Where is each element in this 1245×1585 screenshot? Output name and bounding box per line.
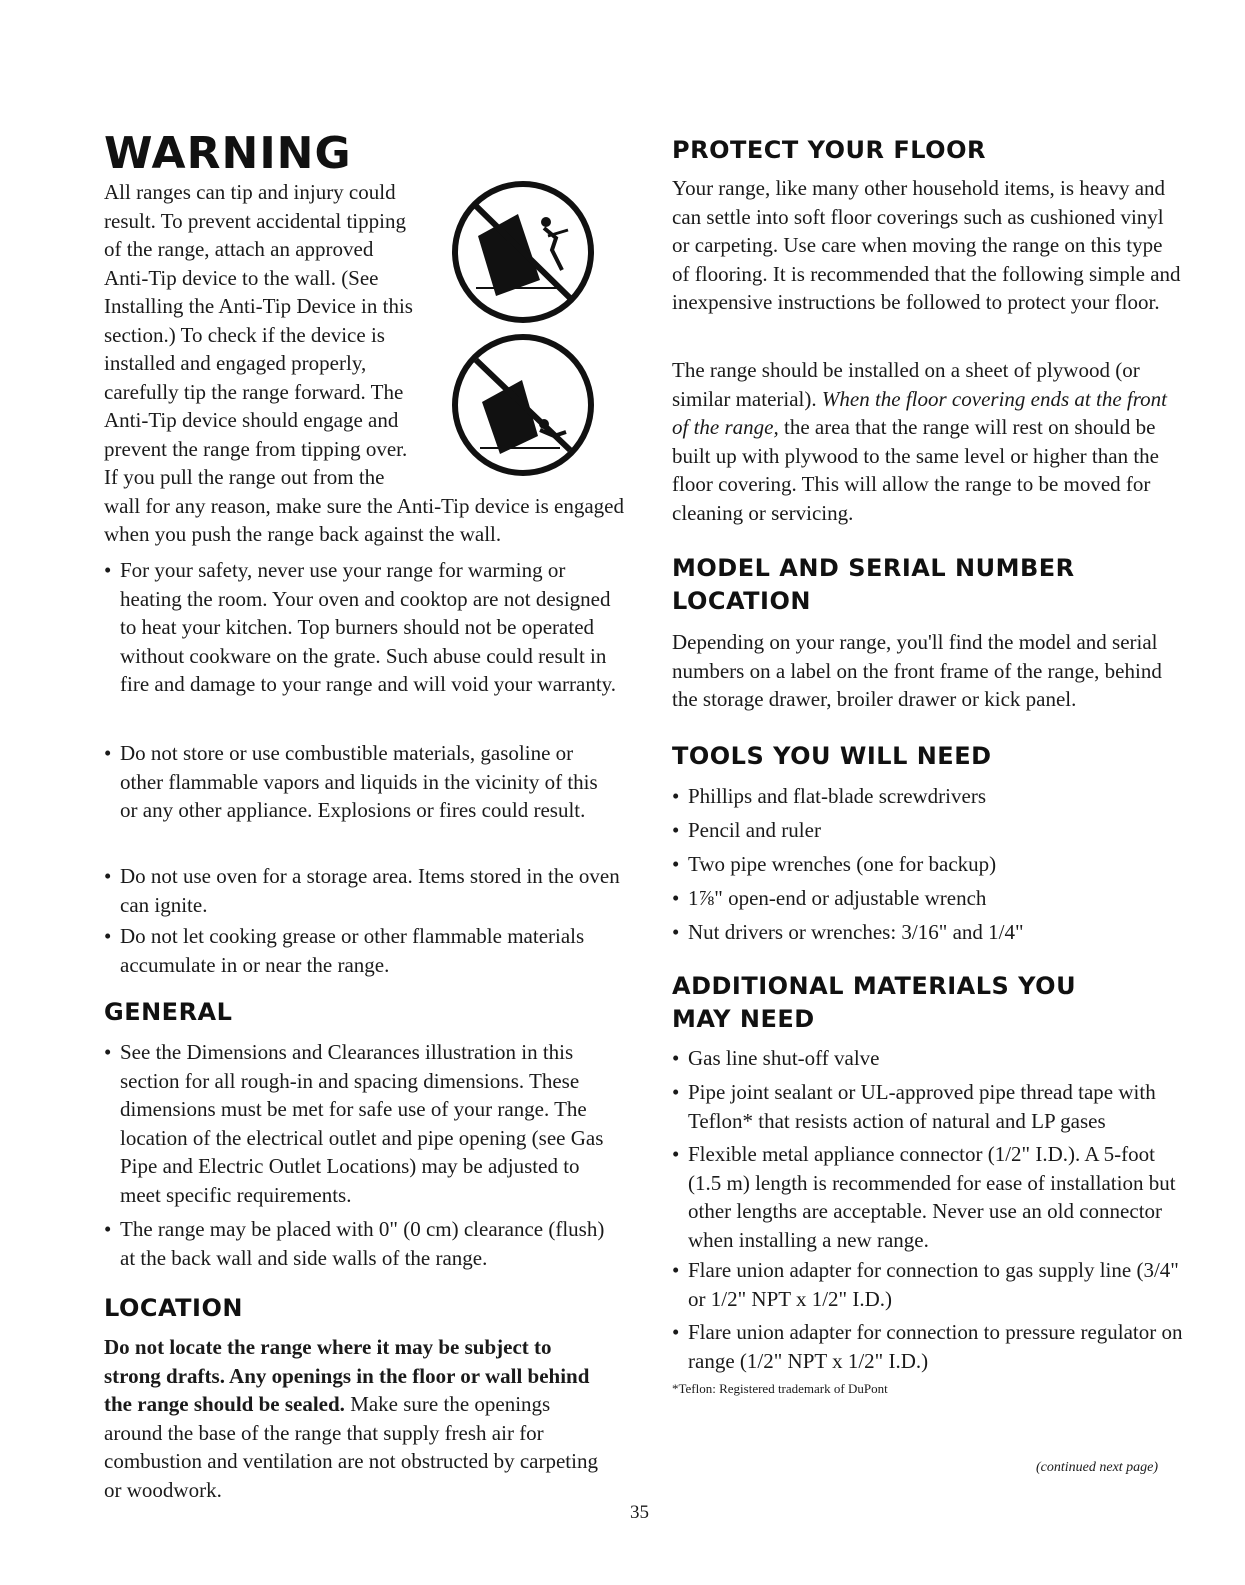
tools-bullet: • Nut drivers or wrenches: 3/16" and 1/4" xyxy=(672,918,1188,947)
protect-p2-end: the area that the range will rest on should be built up with plywood to the same level or higher than the floor covering. This will allow the range to be moved for cleaning or servicing. xyxy=(672,415,1159,525)
warning-line: result. To prevent accidental tipping xyxy=(104,208,406,233)
warning-line: All ranges can tip and injury could xyxy=(104,180,396,204)
materials-bullet: • Pipe joint sealant or UL-approved pipe thread tape with Teflon* that resists action of natural and LP gases xyxy=(672,1078,1193,1135)
warning-bullet: • Do not let cooking grease or other flammable materials accumulate in or near the range. xyxy=(104,922,620,979)
materials-heading-line-1: ADDITIONAL MATERIALS YOU xyxy=(672,972,1077,1000)
warning-line: of the range, attach an approved xyxy=(104,237,374,261)
materials-bullet: • Flare union adapter for connection to pressure regulator on range (1/2" NPT x 1/2" I.D.) xyxy=(672,1318,1193,1375)
continued-next-page: (continued next page) xyxy=(1036,1460,1159,1475)
general-bullet: • The range may be placed with 0" (0 cm) clearance (flush) at the back wall and side walls of the range. xyxy=(104,1215,620,1272)
general-bullet: • See the Dimensions and Clearances illustration in this section for all rough-in and spacing dimensions. These dimensions must be met for safe use of your range. The location of the electrical outlet and pipe opening (see Gas Pipe and Electric Outlet Locations) may be adjusted to meet specific requirements. xyxy=(104,1038,620,1209)
warning-line: section.) To check if the device is xyxy=(104,322,385,347)
protect-floor-paragraph-1: Your range, like many other household items, is heavy and can settle into soft floor coverings such as cushioned vinyl or carpeting. Use care when moving the range on this type of flooring. It is recommended that the following simple and inexpensive instructions be followed to protect your floor. xyxy=(672,176,1181,314)
warning-line: prevent the range from tipping over. xyxy=(104,436,408,461)
page-number: 35 xyxy=(630,1502,649,1523)
tools-bullet: • Two pipe wrenches (one for backup) xyxy=(672,850,1188,879)
protect-floor-paragraph-2 xyxy=(672,356,1184,527)
protect-p2-italic: When the floor covering ends at the front of the range, xyxy=(672,386,1167,439)
protect-p2-start: The range should be installed on a sheet of plywood (or similar material). xyxy=(672,358,1140,411)
no-tipping-range-icon xyxy=(448,178,598,326)
location-heading: LOCATION xyxy=(104,1294,243,1322)
model-serial-heading-line-2: LOCATION xyxy=(672,587,811,615)
warning-line: Installing the Anti-Tip Device in this xyxy=(104,294,413,318)
location-text xyxy=(104,1333,609,1504)
materials-heading-line-2: MAY NEED xyxy=(672,1005,815,1033)
warning-bullet: • For your safety, never use your range for warming or heating the room. Your oven and cooktop are not designed to heat your kitchen. Top burners should not be operated without cookware on the grate. Such abuse could result in fire and damage to your range and will void your warranty. xyxy=(104,556,620,699)
teflon-footnote: *Teflon: Registered trademark of DuPont xyxy=(672,1381,888,1396)
warning-line: Anti-Tip device to the wall. (See xyxy=(104,265,379,290)
materials-bullet: • Flare union adapter for connection to gas supply line (3/4" or 1/2" NPT x 1/2" I.D.) xyxy=(672,1256,1193,1313)
tools-heading: TOOLS YOU WILL NEED xyxy=(672,742,992,770)
warning-line: Anti-Tip device should engage and xyxy=(104,408,399,432)
materials-bullet: • Flexible metal appliance connector (1/2" I.D.). A 5-foot (1.5 m) length is recommended for ease of installation but other lengths are acceptable. Never use an old connector when installing a new range. xyxy=(672,1140,1193,1254)
warning-line: installed and engaged properly, xyxy=(104,351,367,375)
materials-bullet: • Gas line shut-off valve xyxy=(672,1044,1193,1073)
no-tipping-child-icon xyxy=(448,332,598,478)
protect-floor-heading: PROTECT YOUR FLOOR xyxy=(672,136,986,164)
general-heading: GENERAL xyxy=(104,998,233,1026)
tools-bullet: • Phillips and flat-blade screwdrivers xyxy=(672,782,1188,811)
model-serial-text: Depending on your range, you'll find the model and serial numbers on a label on the front frame of the range, behind the storage drawer, broiler drawer or kick panel. xyxy=(672,630,1162,711)
model-serial-heading-line-1: MODEL AND SERIAL NUMBER xyxy=(672,554,1075,582)
warning-bullet: • Do not use oven for a storage area. Items stored in the oven can ignite. xyxy=(104,862,620,919)
tools-bullet: • 1⅞" open-end or adjustable wrench xyxy=(672,884,1188,913)
warning-heading: WARNING xyxy=(104,128,352,179)
warning-line: carefully tip the range forward. The xyxy=(104,379,404,404)
warning-bullet: • Do not store or use combustible materials, gasoline or other flammable vapors and liquids in the vicinity of this or any other appliance. Explosions or fires could result. xyxy=(104,739,620,825)
location-plain-text: Make sure the openings around the base of the range that supply fresh air for combustion and ventilation are not obstructed by carpeting or woodwork. xyxy=(104,1392,598,1502)
location-bold-text: Do not locate the range where it may be subject to strong drafts. Any openings in the floor or wall behind the range should be sealed. xyxy=(104,1335,590,1416)
warning-full-text: wall for any reason, make sure the Anti-Tip device is engaged when you push the range back against the wall. xyxy=(104,493,624,546)
warning-line: If you pull the range out from the xyxy=(104,465,385,489)
tools-bullet: • Pencil and ruler xyxy=(672,816,1188,845)
